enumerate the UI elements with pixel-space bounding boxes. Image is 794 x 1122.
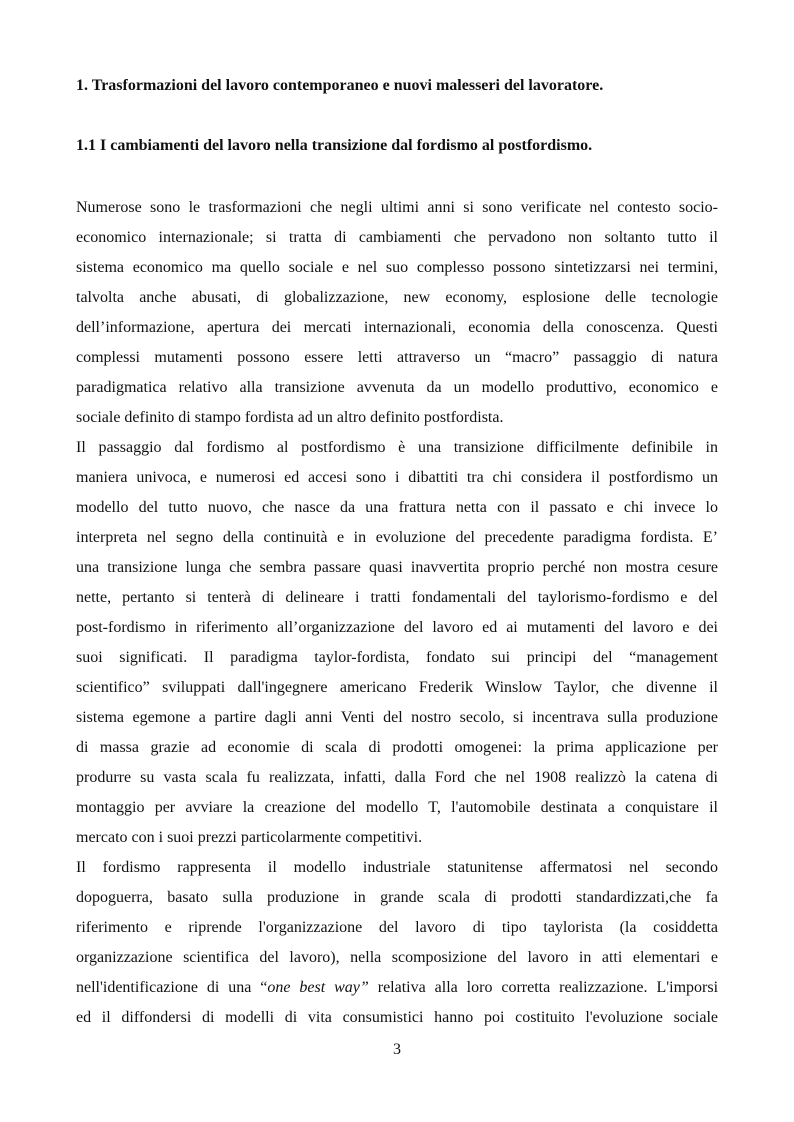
text-line: Numerose sono le trasformazioni che negli ultimi anni si sono verificate nel contesto socio- <box>76 199 718 216</box>
text-line: interpreta nel segno della continuità e in evoluzione del precedente paradigma fordista. E’ <box>76 529 718 546</box>
text-line: suoi significati. Il paradigma taylor-fordista, fondato sui principi del “management <box>76 649 718 666</box>
text-line: Il passaggio dal fordismo al postfordismo è una transizione difficilmente definibile in <box>76 439 718 456</box>
section-heading: 1.1 I cambiamenti del lavoro nella transizione dal fordismo al postfordismo. <box>76 137 593 154</box>
text-line: sistema economico ma quello sociale e nel suo complesso possono sintetizzarsi nei termini, <box>76 259 718 276</box>
text-line: nette, pertanto si tenterà di delineare i tratti fondamentali del taylorismo-fordismo e del <box>76 589 718 606</box>
text-line: sociale definito di stampo fordista ad un altro definito postfordista. <box>76 409 504 426</box>
text-line: post-fordismo in riferimento all’organizzazione del lavoro ed ai mutamenti del lavoro e dei <box>76 619 718 636</box>
text-line: una transizione lunga che sembra passare quasi inavvertita proprio perché non mostra cesure <box>76 559 718 576</box>
text-line: produrre su vasta scala fu realizzata, infatti, dalla Ford che nel 1908 realizzò la catena di <box>76 769 718 786</box>
text-fragment: relativa alla loro corretta realizzazione. L'imporsi <box>368 979 718 996</box>
text-line: dell’informazione, apertura dei mercati internazionali, economia della conoscenza. Questi <box>76 319 718 336</box>
text-line: riferimento e riprende l'organizzazione del lavoro di tipo taylorista (la cosiddetta <box>76 919 718 936</box>
chapter-heading: 1. Trasformazioni del lavoro contemporaneo e nuovi malesseri del lavoratore. <box>76 77 604 94</box>
text-line: paradigmatica relativo alla transizione avvenuta da un modello produttivo, economico e <box>76 379 718 396</box>
text-line: di massa grazie ad economie di scala di prodotti omogenei: la prima applicazione per <box>76 739 718 756</box>
text-line: complessi mutamenti possono essere letti attraverso un “macro” passaggio di natura <box>76 349 718 366</box>
italic-phrase: one best way” <box>267 979 369 996</box>
body-text <box>76 193 718 1033</box>
text-line: talvolta anche abusati, di globalizzazione, new economy, esplosione delle tecnologie <box>76 289 718 306</box>
text-line: mercato con i suoi prezzi particolarmente competitivi. <box>76 829 423 846</box>
text-line: scientifico” sviluppati dall'ingegnere americano Frederik Winslow Taylor, che divenne il <box>76 679 718 696</box>
text-line <box>76 973 718 1003</box>
text-fragment: nell'identificazione di una “ <box>76 979 268 996</box>
text-line: economico internazionale; si tratta di cambiamenti che pervadono non soltanto tutto il <box>76 229 718 246</box>
text-line: dopoguerra, basato sulla produzione in grande scala di prodotti standardizzati,che fa <box>76 889 718 906</box>
text-line: maniera univoca, e numerosi ed accesi sono i dibattiti tra chi considera il postfordismo un <box>76 469 718 486</box>
text-line: organizzazione scientifica del lavoro), nella scomposizione del lavoro in atti elementari e <box>76 949 718 966</box>
text-line: sistema egemone a partire dagli anni Venti del nostro secolo, si incentrava sulla produzione <box>76 709 718 726</box>
page-number: 3 <box>393 1041 401 1058</box>
text-line: montaggio per avviare la creazione del modello T, l'automobile destinata a conquistare il <box>76 799 718 816</box>
text-line: modello del tutto nuovo, che nasce da una frattura netta con il passato e chi invece lo <box>76 499 718 516</box>
text-line: Il fordismo rappresenta il modello industriale statunitense affermatosi nel secondo <box>76 859 718 876</box>
text-line: ed il diffondersi di modelli di vita consumistici hanno poi costituito l'evoluzione sociale <box>76 1009 718 1026</box>
